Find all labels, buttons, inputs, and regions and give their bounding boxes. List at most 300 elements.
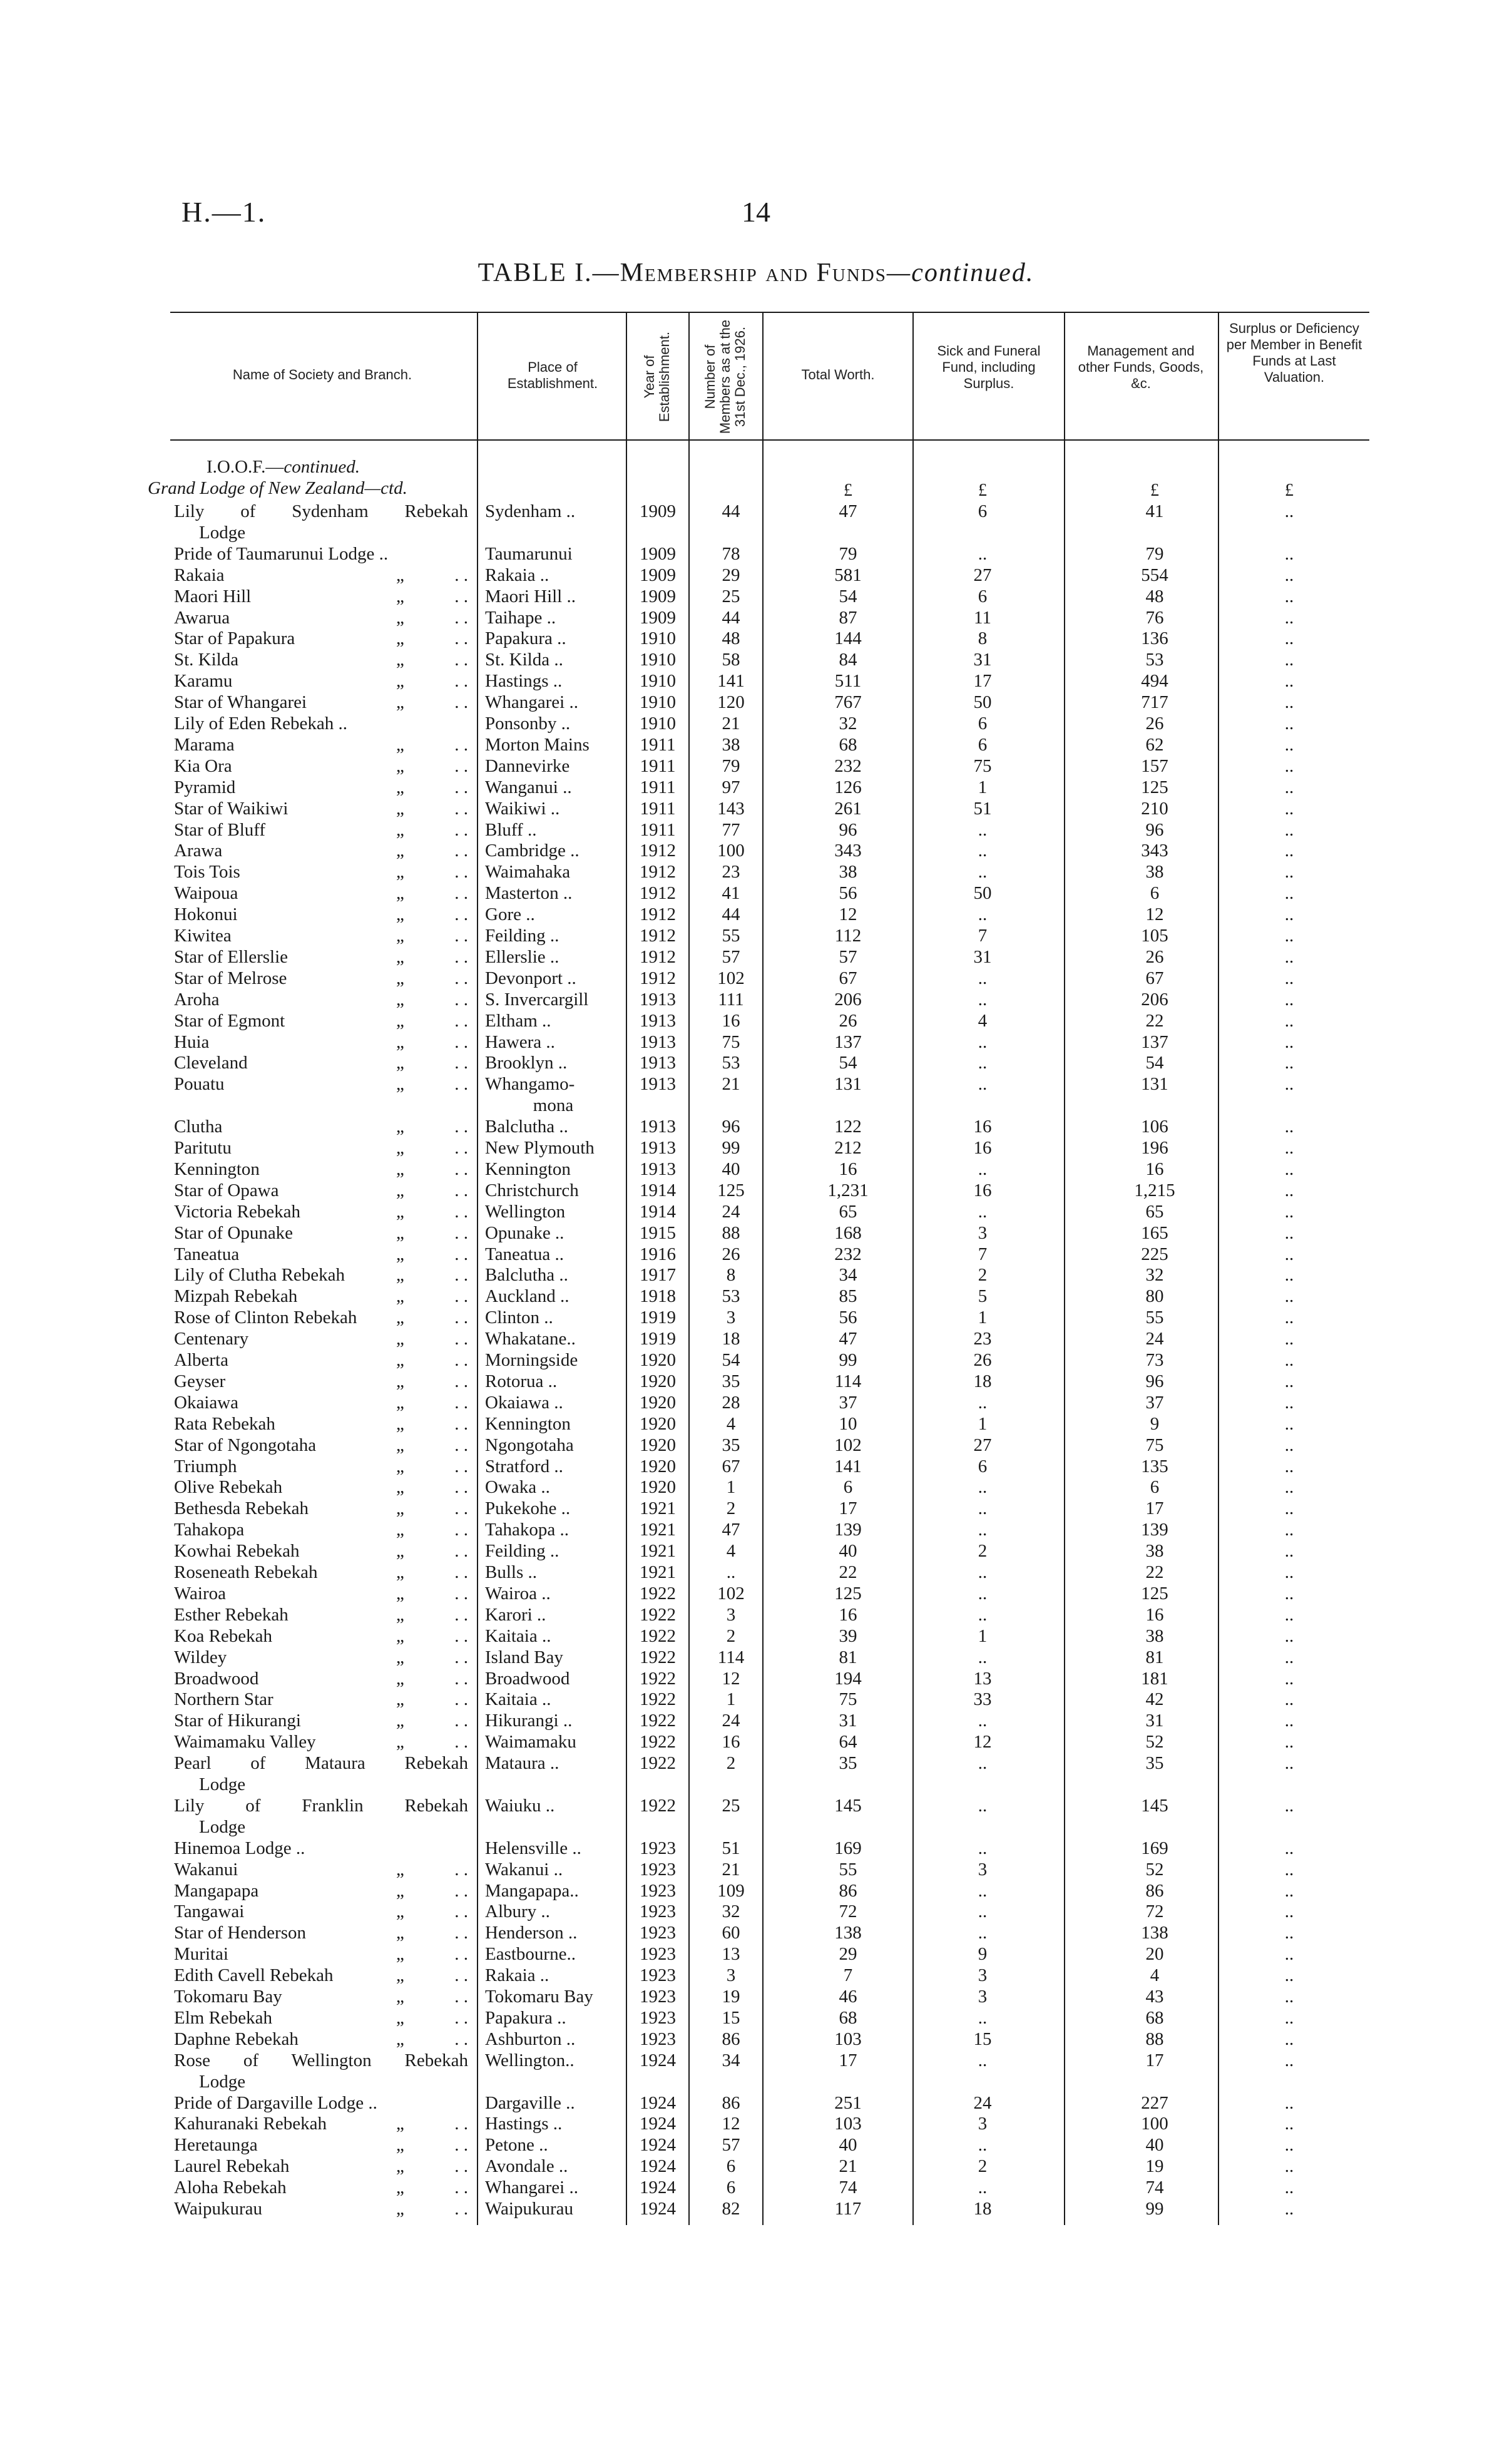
branch-name-text: Star of Egmont [174,1010,285,1031]
sick-funeral-fund: 17 [973,671,992,692]
surplus-per-member: .. [1284,1520,1294,1540]
unit-sick: £ [978,481,987,500]
surplus-per-member: .. [1284,1753,1294,1774]
sick-funeral-fund: 4 [978,1010,988,1031]
surplus-per-member: .. [1284,1923,1294,1943]
surplus-per-member: .. [1284,841,1294,861]
ditto-mark: „ [396,1456,404,1476]
ditto-mark: „ [396,1371,404,1391]
management-fund: 210 [1141,798,1168,819]
management-fund: 72 [1145,1901,1164,1922]
table-row [0,1244,1512,1265]
leader-dots: . . [454,607,468,628]
surplus-per-member: .. [1284,989,1294,1010]
management-fund: 52 [1145,1859,1164,1880]
establishment-year: 1920 [640,1456,676,1476]
establishment-place: Island Bay [485,1647,563,1667]
total-worth: 38 [839,862,857,883]
ditto-mark: „ [396,1329,404,1349]
surplus-per-member: .. [1284,1583,1294,1604]
member-count: 53 [722,1286,740,1307]
branch-name [174,2198,468,2219]
sick-funeral-fund: 27 [973,565,992,585]
establishment-year: 1912 [640,946,676,967]
establishment-place: Kennington [485,1413,571,1434]
branch-name-text: Pyramid [174,777,236,797]
branch-name-text: Tois Tois [174,862,240,883]
branch-name-text: Waipukurau [174,2199,263,2219]
management-fund: 43 [1145,1987,1164,2007]
total-worth: 117 [834,2199,862,2219]
member-count: 77 [722,819,740,840]
member-count: 12 [722,1668,740,1689]
management-fund: 37 [1145,1392,1164,1413]
establishment-place: Owaka .. [485,1477,550,1498]
establishment-year: 1923 [640,1944,676,1965]
total-worth: 81 [839,1647,857,1667]
table-title-suffix: —continued. [886,258,1034,287]
establishment-year: 1914 [640,1201,676,1222]
branch-name-text: Paritutu [174,1138,232,1158]
member-count: 2 [726,1753,736,1774]
branch-name-text: Star of Opunake [174,1222,294,1243]
leader-dots: . . [454,734,468,755]
total-worth: 68 [839,2007,857,2028]
leader-dots: . . [454,1265,468,1286]
establishment-year: 1922 [640,1753,676,1774]
surplus-per-member: .. [1284,1987,1294,2007]
table-row [0,1031,1512,1053]
total-worth: 87 [839,607,857,628]
leader-dots: . . [454,650,468,670]
establishment-place: Whakatane.. [485,1329,576,1349]
table-row [0,1264,1512,1286]
total-worth: 40 [839,2135,857,2156]
establishment-year: 1915 [640,1222,676,1243]
member-count: 58 [722,650,740,670]
establishment-place: Stratford .. [485,1456,563,1476]
leader-dots: . . [454,2135,468,2156]
sick-funeral-fund: 11 [974,607,991,628]
total-worth: 169 [834,1838,862,1858]
table-row [0,670,1512,692]
leader-dots: . . [454,1031,468,1052]
branch-name-text: Muritai [174,1944,228,1965]
establishment-place: Waikiwi .. [485,798,560,819]
establishment-place: Avondale .. [485,2156,568,2177]
management-fund: 139 [1141,1520,1168,1540]
sick-funeral-fund: .. [978,1604,988,1625]
table-row [0,925,1512,946]
table-row [0,1965,1512,1986]
branch-name-text: Roseneath Rebekah [174,1562,318,1582]
branch-name [174,777,468,798]
branch-name [174,1943,468,1965]
table-row [0,1073,1512,1095]
establishment-place: Okaiawa .. [485,1392,563,1413]
member-count: 51 [722,1838,740,1858]
ditto-mark: „ [396,1031,404,1052]
management-fund: 1,215 [1134,1180,1175,1200]
sick-funeral-fund: 18 [973,2199,992,2219]
total-worth: 84 [839,650,857,670]
sick-funeral-fund: 15 [973,2029,992,2049]
branch-name-text: Tahakopa [174,1520,245,1540]
table-row-continuation [0,1095,1512,1116]
branch-name-text: Kennington [174,1159,260,1179]
total-worth: 232 [834,1244,862,1264]
establishment-place: Bluff .. [485,819,537,840]
leader-dots: . . [454,1668,468,1689]
establishment-place: Rotorua .. [485,1371,558,1391]
ditto-mark: „ [396,1117,404,1137]
surplus-per-member: .. [1284,1201,1294,1222]
table-row [0,649,1512,670]
leader-dots: . . [454,2114,468,2134]
ditto-mark: „ [396,989,404,1010]
column-header-surplus: Surplus or Deficiency per Member in Benefit Funds at Last Valuation. [1226,320,1362,385]
ditto-mark: „ [396,692,404,713]
establishment-year: 1923 [640,1923,676,1943]
total-worth: 206 [834,989,862,1010]
member-count: 102 [717,1583,745,1604]
sick-funeral-fund: .. [978,1159,988,1179]
ditto-mark: „ [396,1392,404,1413]
branch-name-text: Star of Ngongotaha [174,1435,317,1455]
management-fund: 38 [1145,1541,1164,1562]
surplus-per-member: .. [1284,946,1294,967]
surplus-per-member: .. [1284,1307,1294,1328]
total-worth: 10 [839,1413,857,1434]
establishment-year: 1921 [640,1562,676,1582]
table-row [0,1731,1512,1753]
table-row [0,1010,1512,1031]
table-row [0,1604,1512,1625]
sick-funeral-fund: 2 [978,1541,988,1562]
total-worth: 31 [839,1711,857,1731]
leader-dots: . . [454,1222,468,1243]
surplus-per-member: .. [1284,1732,1294,1753]
member-count: 88 [722,1222,740,1243]
leader-dots: . . [454,1329,468,1349]
branch-name-text: Daphne Rebekah [174,2029,299,2049]
table-row [0,1880,1512,1901]
establishment-year: 1922 [640,1668,676,1689]
branch-name [174,1349,468,1371]
member-count: 4 [726,1413,736,1434]
table-row [0,1456,1512,1477]
management-fund: 131 [1141,1074,1168,1095]
branch-name-text: Rose of Clinton Rebekah [174,1307,357,1328]
ditto-mark: „ [396,1604,404,1625]
total-worth: 54 [839,586,857,606]
establishment-place: Feilding .. [485,1541,559,1562]
establishment-year: 1912 [640,841,676,861]
member-count: 102 [717,968,745,988]
establishment-year: 1911 [640,798,676,819]
sick-funeral-fund: 75 [973,755,992,776]
total-worth: 144 [834,628,862,649]
total-worth: 232 [834,755,862,776]
branch-name-text: Broadwood [174,1668,259,1689]
member-count: 1 [726,1477,736,1498]
table-row [0,1901,1512,1922]
total-worth: 511 [834,671,862,692]
sick-funeral-fund: 7 [978,1244,988,1264]
member-count: 21 [722,1074,740,1095]
leader-dots: . . [454,2007,468,2028]
establishment-year: 1922 [640,1625,676,1646]
branch-name [174,1986,468,2007]
table-row [0,501,1512,522]
member-count: 44 [722,904,740,925]
branch-name [174,840,468,861]
management-fund: 48 [1145,586,1164,606]
branch-name-text: Alberta [174,1350,228,1370]
unit-total: £ [844,481,852,500]
table-row [0,1052,1512,1073]
leader-dots: . . [454,798,468,819]
management-fund: 16 [1145,1604,1164,1625]
member-count: 15 [722,2007,740,2028]
establishment-place: Whangamo- [485,1074,575,1095]
management-fund: 100 [1141,2114,1168,2134]
total-worth: 212 [834,1138,862,1158]
establishment-place: Wellington [485,1201,566,1222]
branch-name: Pride of Taumarunui Lodge .. [174,543,389,564]
branch-name-text: Victoria Rebekah [174,1201,300,1222]
table-row [0,1392,1512,1413]
management-fund: 62 [1145,734,1164,755]
sick-funeral-fund: .. [978,1711,988,1731]
member-count: 79 [722,755,740,776]
unit-surplus: £ [1285,481,1294,500]
sick-funeral-fund: 18 [973,1371,992,1391]
branch-name [174,1731,468,1753]
branch-name [174,607,468,628]
table-row [0,861,1512,883]
ditto-mark: „ [396,841,404,861]
branch-name [174,1264,468,1286]
sick-funeral-fund: 3 [978,1965,988,1986]
branch-name-text: Heretaunga [174,2135,258,2156]
surplus-per-member: .. [1284,1180,1294,1200]
ditto-mark: „ [396,671,404,692]
sick-funeral-fund: .. [978,2007,988,2028]
ditto-mark: „ [396,565,404,585]
member-count: 25 [722,586,740,606]
table-row [0,1668,1512,1689]
branch-name-text: Triumph [174,1456,237,1476]
branch-name [174,1625,468,1647]
sick-funeral-fund: 3 [978,1987,988,2007]
table-row [0,1838,1512,1859]
total-worth: 74 [839,2177,857,2198]
member-count: 67 [722,1456,740,1476]
member-count: 21 [722,1859,740,1880]
sick-funeral-fund: 6 [978,586,988,606]
leader-dots: . . [454,1583,468,1604]
member-count: 19 [722,1987,740,2007]
surplus-per-member: .. [1284,1435,1294,1455]
establishment-year: 1923 [640,2029,676,2049]
leader-dots: . . [454,1901,468,1922]
surplus-per-member: .. [1284,1265,1294,1286]
sick-funeral-fund: 5 [978,1286,988,1307]
ditto-mark: „ [396,1435,404,1455]
sick-funeral-fund: 31 [973,650,992,670]
branch-name [174,734,468,755]
member-count: 29 [722,565,740,585]
establishment-year: 1909 [640,607,676,628]
establishment-place: Dargaville .. [485,2092,575,2113]
sick-funeral-fund: .. [978,1053,988,1073]
surplus-per-member: .. [1284,1286,1294,1307]
establishment-year: 1917 [640,1265,676,1286]
branch-name [174,1965,468,1986]
surplus-per-member: .. [1284,883,1294,904]
table-row [0,1540,1512,1562]
branch-name [174,1710,468,1731]
management-fund: 6 [1150,883,1160,904]
table-row [0,1371,1512,1392]
surplus-per-member: .. [1284,1222,1294,1243]
surplus-per-member: .. [1284,692,1294,713]
establishment-place: Brooklyn .. [485,1053,568,1073]
total-worth: 29 [839,1944,857,1965]
sick-funeral-fund: .. [978,543,988,564]
ditto-mark: „ [396,2199,404,2219]
member-count: 24 [722,1711,740,1731]
surplus-per-member: .. [1284,1838,1294,1858]
management-fund: 42 [1145,1689,1164,1710]
branch-name [174,755,468,777]
branch-name [174,1371,468,1392]
surplus-per-member: .. [1284,1795,1294,1816]
total-worth: 112 [834,926,862,946]
surplus-per-member: .. [1284,1053,1294,1073]
establishment-place: Christchurch [485,1180,579,1200]
member-count: 100 [717,841,745,861]
branch-name [174,2113,468,2134]
establishment-place: Karori .. [485,1604,546,1625]
ditto-mark: „ [396,1859,404,1880]
sick-funeral-fund: 6 [978,501,988,521]
surplus-per-member: .. [1284,1413,1294,1434]
leader-dots: . . [454,946,468,967]
total-worth: 17 [839,1498,857,1519]
sick-funeral-fund: 16 [973,1138,992,1158]
management-fund: 125 [1141,1583,1168,1604]
member-count: 120 [717,692,745,713]
sick-funeral-fund: .. [978,1795,988,1816]
member-count: 57 [722,946,740,967]
surplus-per-member: .. [1284,1901,1294,1922]
branch-name-text: Pouatu [174,1074,225,1095]
sick-funeral-fund: 12 [973,1732,992,1753]
management-fund: 55 [1145,1307,1164,1328]
surplus-per-member: .. [1284,1244,1294,1264]
establishment-year: 1912 [640,926,676,946]
total-worth: 12 [839,904,857,925]
member-count: 141 [717,671,745,692]
branch-name-text: Kowhai Rebekah [174,1541,300,1562]
management-fund: 206 [1141,989,1168,1010]
member-count: 44 [722,607,740,628]
table-row [0,1222,1512,1244]
branch-name-text: Clutha [174,1117,223,1137]
table-row [0,586,1512,607]
surplus-per-member: .. [1284,1456,1294,1476]
surplus-per-member: .. [1284,1117,1294,1137]
leader-dots: . . [454,1244,468,1264]
table-row-continuation [0,2071,1512,2092]
table-row [0,883,1512,904]
ditto-mark: „ [396,1180,404,1200]
ditto-mark: „ [396,1138,404,1158]
branch-name-text: Aroha [174,989,220,1010]
leader-dots: . . [454,2199,468,2219]
member-count: 82 [722,2199,740,2219]
management-fund: 75 [1145,1435,1164,1455]
surplus-per-member: .. [1284,1329,1294,1349]
branch-name-text: Kiwitea [174,926,232,946]
establishment-place: Devonport .. [485,968,576,988]
sick-funeral-fund: .. [978,2050,988,2070]
surplus-per-member: .. [1284,586,1294,606]
leader-dots: . . [454,1074,468,1095]
total-worth: 137 [834,1031,862,1052]
management-fund: 35 [1145,1753,1164,1774]
table-row [0,1710,1512,1731]
branch-name [174,1031,468,1053]
total-worth: 64 [839,1732,857,1753]
member-count: 24 [722,1201,740,1222]
management-fund: 54 [1145,1053,1164,1073]
management-fund: 105 [1141,926,1168,946]
surplus-per-member: .. [1284,1711,1294,1731]
table-row [0,1476,1512,1498]
member-count: 18 [722,1329,740,1349]
ditto-mark: „ [396,1413,404,1434]
establishment-place: Henderson .. [485,1923,578,1943]
total-worth: 75 [839,1689,857,1710]
total-worth: 6 [843,1477,853,1498]
leader-dots: . . [454,755,468,776]
sick-funeral-fund: .. [978,1562,988,1582]
ditto-mark: „ [396,2029,404,2049]
table-row [0,819,1512,841]
management-fund: 76 [1145,607,1164,628]
surplus-per-member: .. [1284,2007,1294,2028]
establishment-place: Hastings .. [485,671,563,692]
establishment-year: 1920 [640,1435,676,1455]
branch-name: Hinemoa Lodge .. [174,1838,305,1858]
member-count: 4 [726,1541,736,1562]
member-count: 6 [726,2177,736,2198]
branch-name [174,1180,468,1201]
surplus-per-member: .. [1284,968,1294,988]
member-count: 26 [722,1244,740,1264]
surplus-per-member: .. [1284,1031,1294,1052]
leader-dots: . . [454,1286,468,1307]
management-fund: 26 [1145,714,1164,734]
establishment-year: 1913 [640,1138,676,1158]
total-worth: 125 [834,1583,862,1604]
total-worth: 55 [839,1859,857,1880]
leader-dots: . . [454,1413,468,1434]
surplus-per-member: .. [1284,2199,1294,2219]
